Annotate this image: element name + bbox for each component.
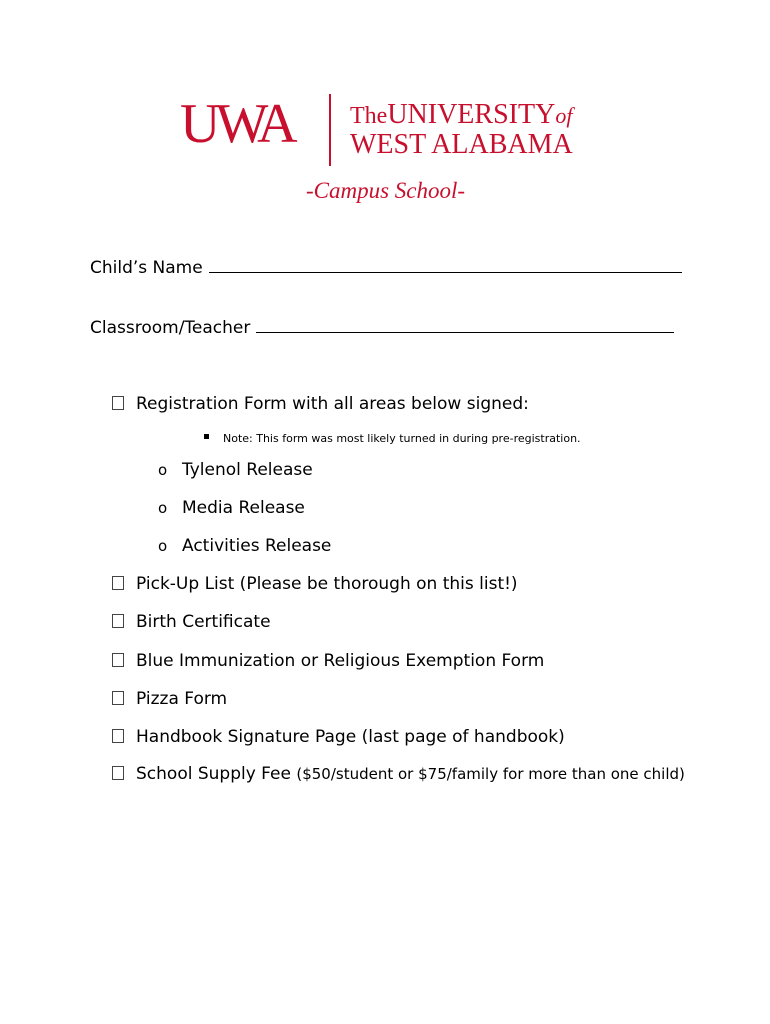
logo-of: of [555,103,573,128]
item-label: Blue Immunization or Religious Exemption Form [136,651,545,671]
supply-fee-detail: ($50/student or $75/family for more than one child) [296,765,685,783]
checkbox[interactable] [112,396,124,410]
logo-abbrev: UWA [180,93,293,155]
checkbox[interactable] [112,691,124,705]
checklist-item-handbook[interactable] [112,726,565,748]
childs-name-blank[interactable] [209,258,682,273]
checkbox[interactable] [112,729,124,743]
checklist-item-registration[interactable] [112,393,529,415]
childs-name-label: Child’s Name [90,258,203,278]
checklist-item-pizza[interactable] [112,688,227,710]
item-label: Registration Form with all areas below signed: [136,394,529,414]
checkbox[interactable] [112,614,124,628]
checkbox[interactable] [112,766,124,780]
item-label: Pizza Form [136,689,228,709]
item-label: Handbook Signature Page (last page of handbook) [136,727,565,747]
item-label: Birth Certificate [136,612,271,632]
logo-university: UNIVERSITY [387,99,556,130]
sub-item-activities [158,535,331,557]
logo-line-2: WEST ALABAMA [350,129,573,160]
circle-bullet-icon: o [158,461,168,479]
logo-the: The [350,103,388,129]
checklist-item-birth-certificate[interactable] [112,611,271,633]
circle-bullet-icon: o [158,499,168,517]
checkbox[interactable] [112,576,124,590]
sub-item-label: Media Release [182,498,305,518]
checklist-item-immunization[interactable] [112,650,544,672]
checklist-item-supply-fee[interactable] [112,763,685,785]
sub-item-tylenol [158,459,313,481]
note-text: Note: This form was most likely turned in during pre-registration. [223,432,581,445]
classroom-teacher-blank[interactable] [256,318,674,333]
childs-name-field[interactable] [90,258,682,278]
uwa-logo [180,90,600,170]
classroom-teacher-label: Classroom/Teacher [90,318,251,338]
item-label: School Supply Fee [136,764,291,784]
circle-bullet-icon: o [158,537,168,555]
item-label: Pick-Up List (Please be thorough on this list!) [136,574,518,594]
square-bullet-icon [204,434,209,439]
sub-item-media [158,497,305,519]
logo-line-1 [350,100,572,131]
subtitle: -Campus School- [306,178,466,203]
note-bullet [204,430,581,448]
classroom-teacher-field[interactable] [90,318,674,338]
logo-divider [329,94,331,166]
checklist-item-pickup[interactable] [112,573,518,595]
sub-item-label: Tylenol Release [182,460,313,480]
checkbox[interactable] [112,653,124,667]
sub-item-label: Activities Release [182,536,332,556]
